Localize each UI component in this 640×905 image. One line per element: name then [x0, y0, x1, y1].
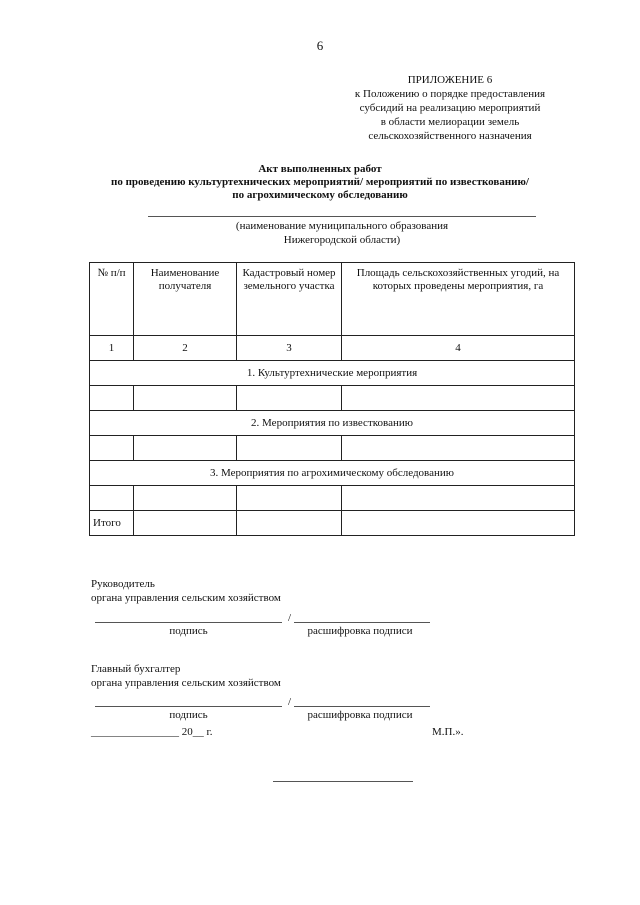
table-cell — [237, 486, 342, 511]
title-line: Акт выполненных работ — [258, 163, 382, 175]
decode-line — [294, 622, 430, 623]
header-cell: Кадастровый номер земельного участка — [237, 263, 342, 336]
decode-line — [294, 706, 430, 707]
table-cell — [237, 386, 342, 411]
table-header-row — [90, 263, 575, 336]
table-row — [90, 486, 575, 511]
table-cell — [342, 386, 575, 411]
accountant-signature-block — [91, 662, 281, 690]
section-row — [90, 461, 575, 486]
table-cell — [237, 436, 342, 461]
table-row — [90, 436, 575, 461]
page-number: 6 — [316, 38, 324, 53]
total-row — [90, 511, 575, 536]
title-line: по агрохимическому обследованию — [232, 189, 408, 201]
table-cell — [134, 436, 237, 461]
table-cell — [134, 486, 237, 511]
works-table — [89, 262, 575, 536]
table-cell — [237, 511, 342, 536]
annex-heading: ПРИЛОЖЕНИЕ 6 — [407, 74, 493, 86]
header-cell: Площадь сельскохозяйственных угодий, на которых проведены мероприятия, га — [342, 263, 575, 336]
table-cell — [342, 511, 575, 536]
column-number: 4 — [342, 336, 575, 361]
table-cell — [134, 386, 237, 411]
footer-divider — [273, 781, 413, 782]
section-title: 2. Мероприятия по известкованию — [90, 411, 575, 436]
signature-slash: / — [288, 612, 292, 624]
municipality-caption — [148, 219, 536, 247]
annex-line: в области мелиорации земель — [380, 116, 520, 128]
signature-caption: подпись — [169, 709, 208, 721]
signer-title: Главный бухгалтер — [91, 663, 181, 675]
annex-block — [330, 73, 570, 143]
table-cell — [342, 486, 575, 511]
title-line: по проведению культуртехнических мероприятий/ мероприятий по известкованию/ — [111, 176, 529, 188]
table-cell — [342, 436, 575, 461]
section-row — [90, 361, 575, 386]
signer-title: Руководитель — [91, 578, 155, 590]
document-title — [60, 163, 580, 202]
header-cell: Наименование получателя — [134, 263, 237, 336]
signature-line — [95, 622, 282, 623]
column-number: 1 — [90, 336, 134, 361]
signature-caption: подпись — [169, 625, 208, 637]
table-cell — [90, 436, 134, 461]
decode-caption: расшифровка подписи — [307, 625, 413, 637]
table-cell — [90, 486, 134, 511]
table-cell — [90, 386, 134, 411]
annex-line: к Положению о порядке предоставления — [354, 88, 546, 100]
decode-caption: расшифровка подписи — [307, 709, 413, 721]
annex-line: субсидий на реализацию мероприятий — [359, 102, 541, 114]
municipality-fill-line — [148, 216, 536, 217]
municipality-caption-line: (наименование муниципального образования — [235, 220, 449, 232]
signature-slash: / — [288, 696, 292, 708]
signer-org: органа управления сельским хозяйством — [91, 592, 281, 604]
column-number-row — [90, 336, 575, 361]
date-line: ________________ 20__ г. — [91, 726, 213, 738]
section-title: 3. Мероприятия по агрохимическому обследованию — [90, 461, 575, 486]
municipality-caption-line: Нижегородской области) — [283, 234, 401, 246]
column-number: 3 — [237, 336, 342, 361]
signature-line — [95, 706, 282, 707]
column-number: 2 — [134, 336, 237, 361]
section-row — [90, 411, 575, 436]
table-cell — [134, 511, 237, 536]
section-title: 1. Культуртехнические мероприятия — [90, 361, 575, 386]
seal-mark: М.П.». — [432, 726, 464, 738]
table-row — [90, 386, 575, 411]
signer-org: органа управления сельским хозяйством — [91, 677, 281, 689]
annex-line: сельскохозяйственного назначения — [368, 130, 532, 142]
total-label: Итого — [90, 511, 134, 536]
header-cell: № п/п — [90, 263, 134, 336]
head-signature-block — [91, 577, 281, 605]
